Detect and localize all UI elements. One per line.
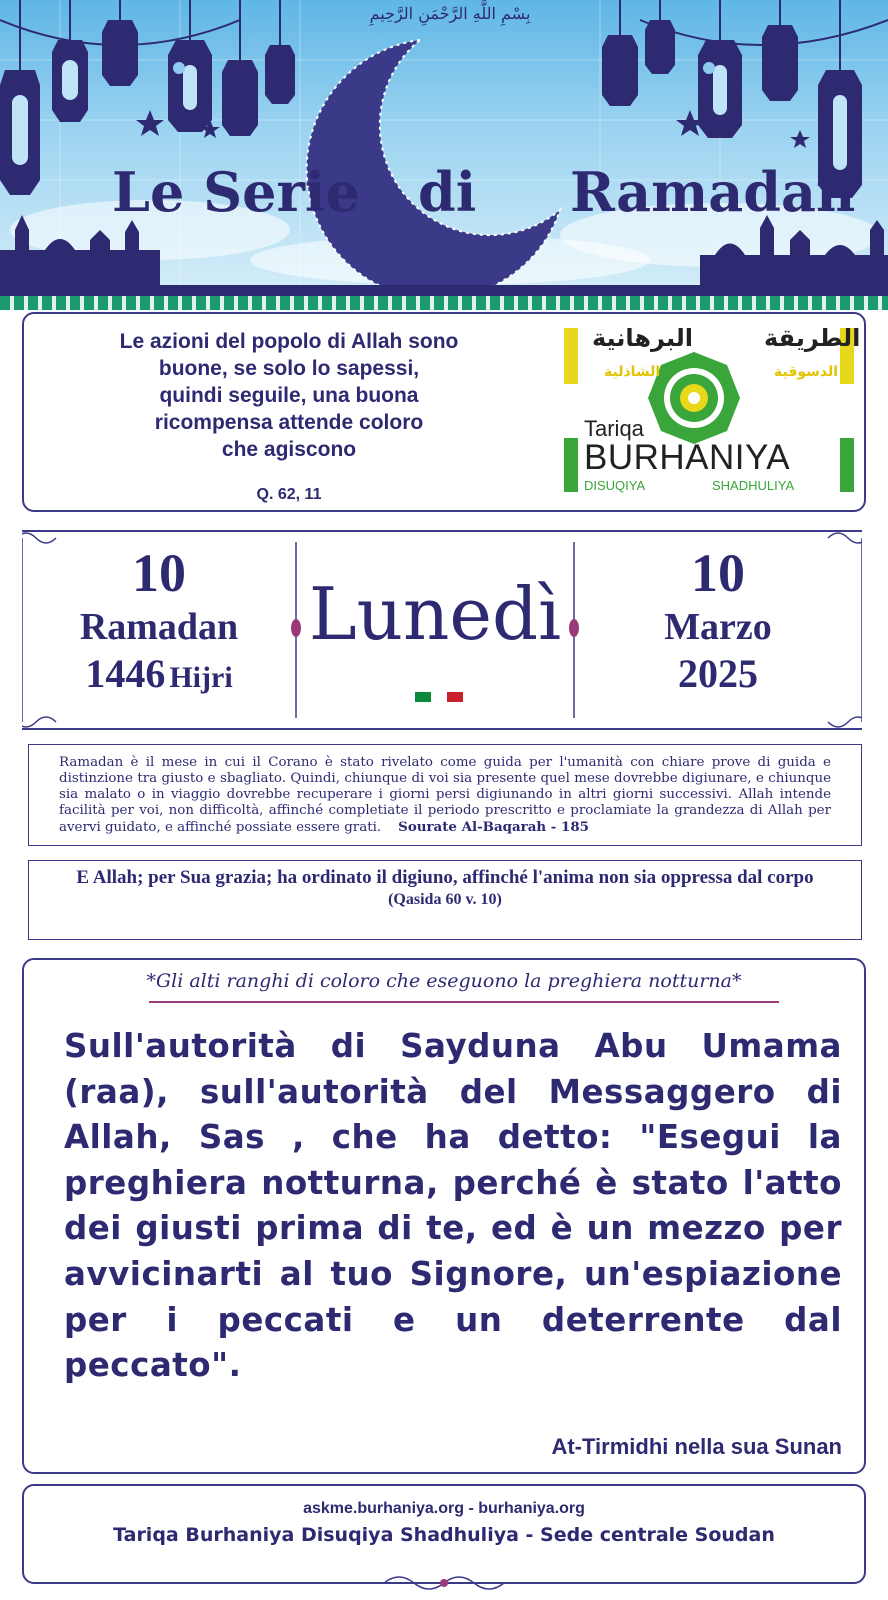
gregorian-month: Marzo xyxy=(664,606,772,648)
logo-arabic-shadhuliya: الشاذلية xyxy=(604,364,661,380)
qasida-text xyxy=(39,867,851,911)
logo-tariqa: Tariqa xyxy=(584,416,644,441)
title-part-ramadan: Ramadan xyxy=(570,160,856,224)
gregorian-day: 10 xyxy=(691,543,745,603)
quote-line: quindi seguile, una buona xyxy=(159,384,419,407)
date-panel xyxy=(22,530,862,730)
hijri-month: Ramadan xyxy=(79,606,239,648)
logo-shadhuliya: SHADHULIYA xyxy=(712,478,795,493)
ramadan-banner xyxy=(0,0,888,300)
qasida-box xyxy=(28,860,862,940)
logo-disuqiya: DISUQIYA xyxy=(584,478,646,493)
hadith-source: At-Tirmidhi nella sua Sunan xyxy=(551,1434,842,1459)
hijri-label: Hijri xyxy=(169,661,233,694)
burhaniya-logo xyxy=(564,320,861,504)
footer-ornament-icon xyxy=(380,1572,508,1594)
quote-line: ricompensa attende coloro xyxy=(154,411,424,434)
quote-box xyxy=(22,312,866,512)
hijri-year-line xyxy=(22,652,296,705)
qasida-body: E Allah; per Sua grazia; ha ordinato il digiuno, affinché l'anima non sia oppressa dal corpo xyxy=(76,867,814,888)
logo-arabic-burhaniya: البرهانية xyxy=(592,324,693,352)
qasida-reference: (Qasida 60 v. 10) xyxy=(388,891,502,908)
footer xyxy=(22,1484,866,1584)
quote-line: che agiscono xyxy=(221,438,357,461)
quote-line: buone, se solo lo sapessi, xyxy=(158,357,420,380)
verse-body: Ramadan è il mese in cui il Corano è stato rivelato come guida per l'umanità con chiare prove di guida e distinzione tra giusto e sbagliato. Quindi, chiunque di voi sia presente quel mese dovrebbe digiunare, e chiunque sia malato o in viaggio dovrebbe recuperare i giorni persi digiunando in altri giorni successivi. Allah intende facilità per voi, non difficoltà, affinché completiate il periodo prescritto e proclamiate la grandezza di Allah per avervi guidato, e affinché possiate essere grati. xyxy=(59,755,831,835)
gregorian-year: 2025 xyxy=(678,651,758,696)
hijri-day: 10 xyxy=(132,543,186,603)
verse-box xyxy=(28,744,862,846)
banner-illustration xyxy=(0,0,888,300)
verse-reference: Sourate Al-Baqarah - 185 xyxy=(398,819,589,835)
footer-urls: askme.burhaniya.org - burhaniya.org xyxy=(303,1500,585,1517)
emblem-icon xyxy=(648,352,740,444)
decorative-strip xyxy=(0,296,888,310)
logo-name: BURHANIYA xyxy=(584,438,791,477)
quote-text xyxy=(24,328,554,463)
title-part-di: di xyxy=(418,160,477,224)
basmala: بِسْمِ اللَّهِ الرَّحْمَنِ الرَّحِيمِ xyxy=(369,4,531,23)
hijri-year: 1446 xyxy=(85,651,166,696)
hadith-box xyxy=(22,958,866,1474)
hadith-text: Sull'autorità di Sayduna Abu Umama (raa), sull'autorità del Messaggero di Allah, Sas , che ha detto: "Esegui la preghiera notturna, perché è stato l'atto dei giusti prima di te, ed è un mezzo per avvicinarti al tuo Signore, un'espiazione per i peccati e un deterrente dal peccato". xyxy=(64,1027,842,1385)
banner-title xyxy=(0,160,888,240)
logo-arabic-disuqiya: الدسوقية xyxy=(774,364,839,380)
title-part-le-serie: Le Serie xyxy=(112,160,360,224)
hadith-title: *Gli alti ranghi di coloro che eseguono la preghiera notturna* xyxy=(146,970,742,992)
quote-reference: Q. 62, 11 xyxy=(256,486,322,503)
logo-arabic-tariqa: الطريقة xyxy=(764,324,861,352)
footer-organization: Tariqa Burhaniya Disuqiya Shadhuliya - Sede centrale Soudan xyxy=(113,1524,775,1546)
hadith-title-underline xyxy=(149,1001,779,1003)
italy-flag-icon xyxy=(415,692,463,702)
quote-line: Le azioni del popolo di Allah sono xyxy=(119,330,459,353)
verse-text xyxy=(59,755,831,836)
weekday: Lunedì xyxy=(308,572,562,656)
